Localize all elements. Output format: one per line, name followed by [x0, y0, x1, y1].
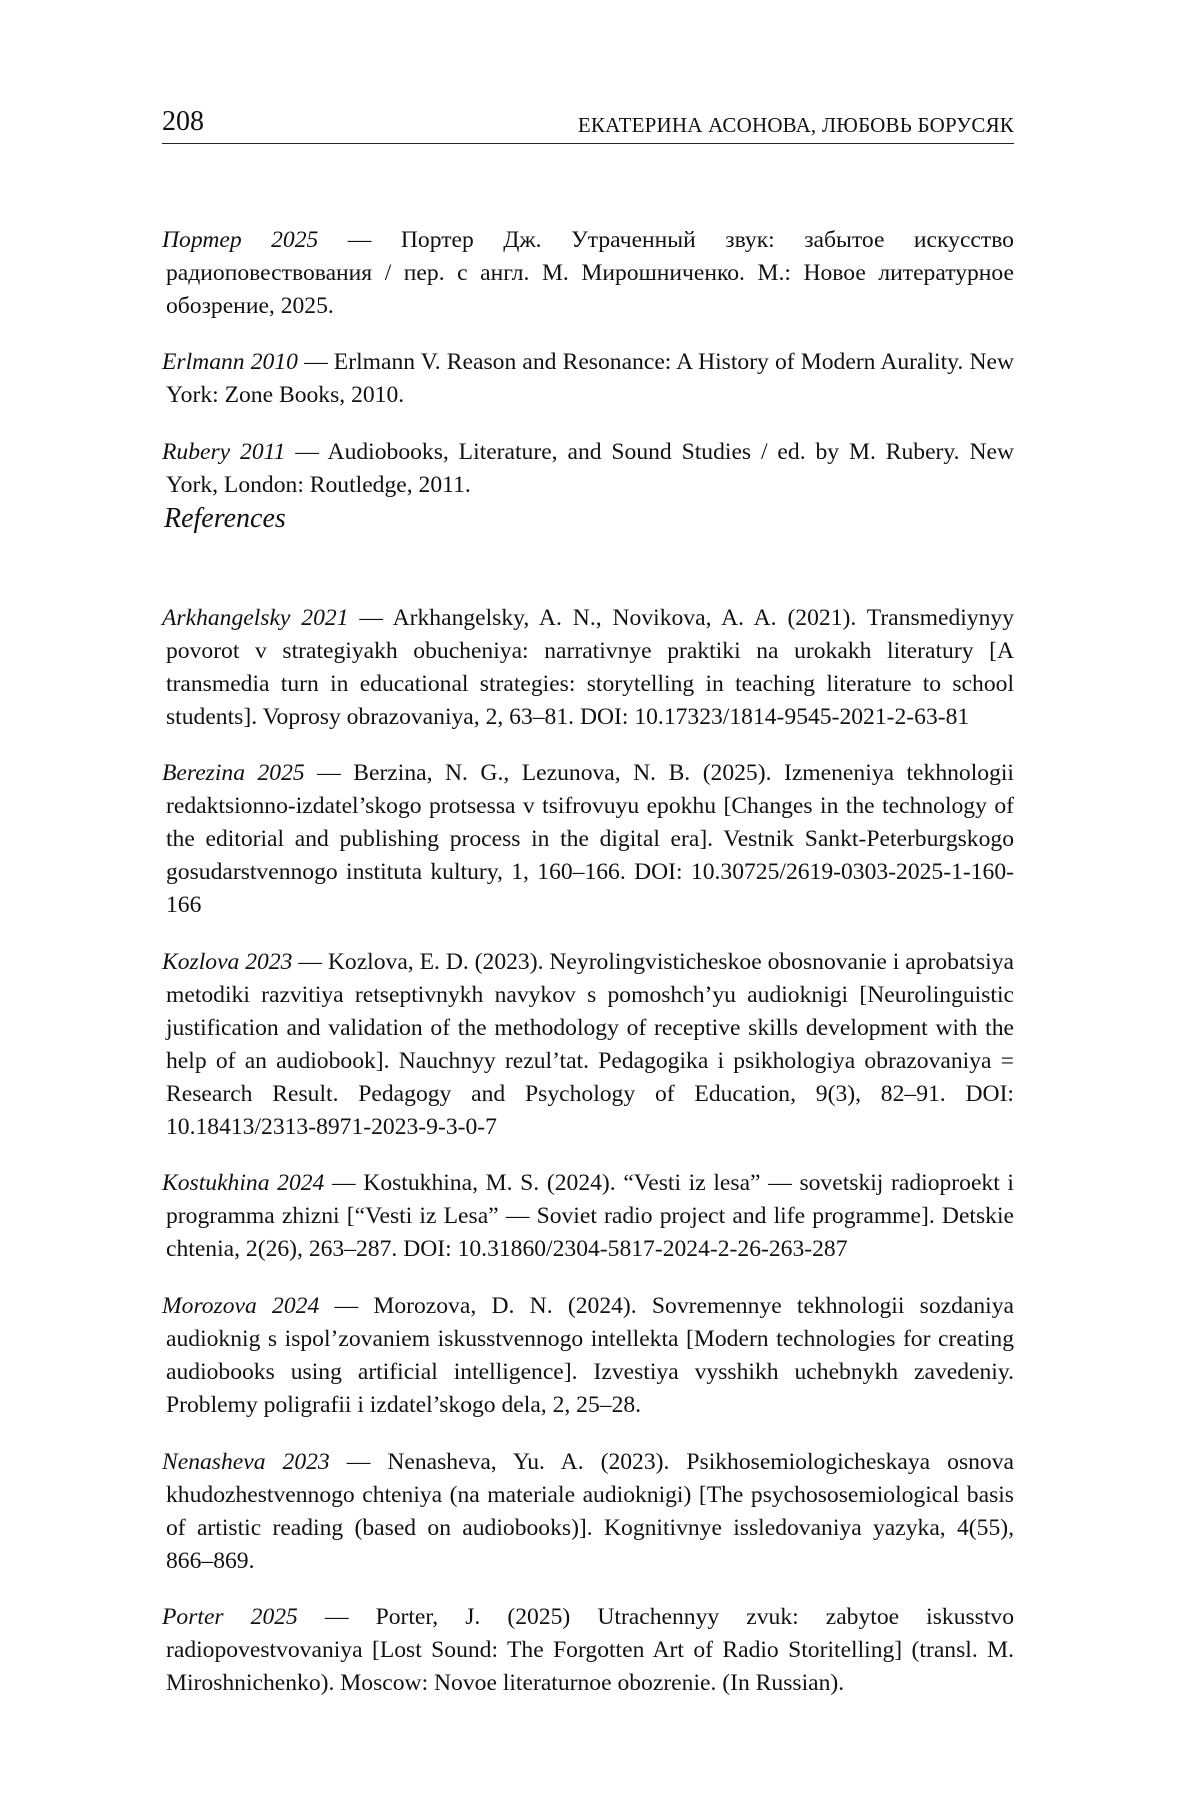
- reference-text: — Портер Дж. Утраченный звук: забытое искусство радиоповествования / пер. с англ. М. Мирошниченко. М.: Новое литературное обозрение, 2025.: [166, 226, 1014, 319]
- reference-text: — Porter, J. (2025) Utrachennyy zvuk: zabytoe iskusstvo radiopovestvovaniya [Lost Sound: The Forgotten Art of Radio Storitelling] (transl. M. Miroshnichenko). Moscow: Novoe literaturnoe obozrenie. (In Russian).: [166, 1604, 1015, 1697]
- literature-list: [162, 200, 1014, 516]
- references-heading: References: [164, 503, 286, 534]
- reference-entry: [162, 436, 1014, 502]
- reference-entry: [162, 1290, 1014, 1422]
- reference-entry: [162, 1446, 1014, 1578]
- document-page: [162, 0, 1014, 1800]
- reference-entry: [162, 1601, 1014, 1700]
- reference-text: — Arkhangelsky, A. N., Novikova, A. A. (2021). Transmediynyy povorot v strategiyakh obucheniya: narrativnye praktiki na urokakh literatury [A transmedia turn in educational strategies: storytelling in teaching literature to school students]. Voprosy obrazovaniya, 2, 63–81. DOI: 10.17323/1814-9545-2021-2-63-81: [166, 604, 1014, 730]
- running-head: [162, 100, 1014, 144]
- reference-text: — Audiobooks, Literature, and Sound Studies / ed. by M. Rubery. New York, London: Routledge, 2011.: [166, 438, 1015, 498]
- reference-entry: [162, 1167, 1014, 1266]
- reference-key: Morozova 2024: [162, 1292, 320, 1319]
- page-number: 208: [162, 106, 204, 137]
- reference-entry: [162, 346, 1014, 412]
- references-list: [162, 578, 1014, 1713]
- reference-text: — Berzina, N. G., Lezunova, N. B. (2025). Izmeneniya tekhnologii redaktsionno-izdatel’skogo protsessa v tsifrovuyu epokhu [Changes in the technology of the editorial and publishing process in the digital era]. Vestnik Sankt-Peterburgskogo gosudarstvennogo instituta kultury, 1, 160–166. DOI: 10.30725/2619-0303-2025-1-160-166: [166, 760, 1014, 919]
- reference-entry: [162, 757, 1014, 922]
- reference-key: Erlmann 2010: [162, 349, 298, 376]
- reference-text: — Nenasheva, Yu. A. (2023). Psikhosemiologicheskaya osnova khudozhestvennogo chteniya (na materiale audioknigi) [The psychososemiological basis of artistic reading (based on audiobooks)]. Kognitivnye issledovaniya yazyka, 4(55), 866–869.: [166, 1448, 1014, 1574]
- reference-key: Arkhangelsky 2021: [162, 604, 349, 631]
- reference-text: — Erlmann V. Reason and Resonance: A History of Modern Aurality. New York: Zone Books, 2010.: [166, 349, 1015, 409]
- reference-key: Портер 2025: [162, 226, 319, 253]
- reference-text: — Morozova, D. N. (2024). Sovremennye tekhnologii sozdaniya audioknig s ispol’zovaniem iskusstvennogo intellekta [Modern technologies for creating audiobooks using artificial intelligence]. Izvestiya vysshikh uchebnykh zavedeniy. Problemy poligrafii i izdatel’skogo dela, 2, 25–28.: [166, 1292, 1014, 1418]
- reference-text: — Kostukhina, M. S. (2024). “Vesti iz lesa” — sovetskij radioproekt i programma zhizni [“Vesti iz Lesa” — Soviet radio project and life programme]. Detskie chtenia, 2(26), 263–287. DOI: 10.31860/2304-5817-2024-2-26-263-287: [166, 1170, 1014, 1263]
- reference-key: Kostukhina 2024: [162, 1170, 325, 1197]
- reference-key: Porter 2025: [162, 1604, 298, 1631]
- reference-key: Kozlova 2023: [162, 948, 293, 975]
- reference-text: — Kozlova, E. D. (2023). Neyrolingvisticheskoe obosnovanie i aprobatsiya metodiki razvitiya retseptivnykh navykov s pomoshch’yu audioknigi [Neurolinguistic justification and validation of the methodology of receptive skills development with the help of an audiobook]. Nauchnyy rezul’tat. Pedagogika i psikhologiya obrazovaniya = Research Result. Pedagogy and Psychology of Education, 9(3), 82–91. DOI: 10.18413/2313-8971-2023-9-3-0-7: [166, 948, 1014, 1140]
- reference-key: Rubery 2011: [162, 438, 286, 465]
- reference-key: Nenasheva 2023: [162, 1448, 330, 1475]
- reference-entry: [162, 602, 1014, 734]
- reference-entry: [162, 946, 1014, 1144]
- reference-key: Berezina 2025: [162, 760, 305, 787]
- running-head-authors: ЕКАТЕРИНА АСОНОВА, ЛЮБОВЬ БОРУСЯК: [577, 113, 1014, 137]
- reference-entry: [162, 224, 1014, 323]
